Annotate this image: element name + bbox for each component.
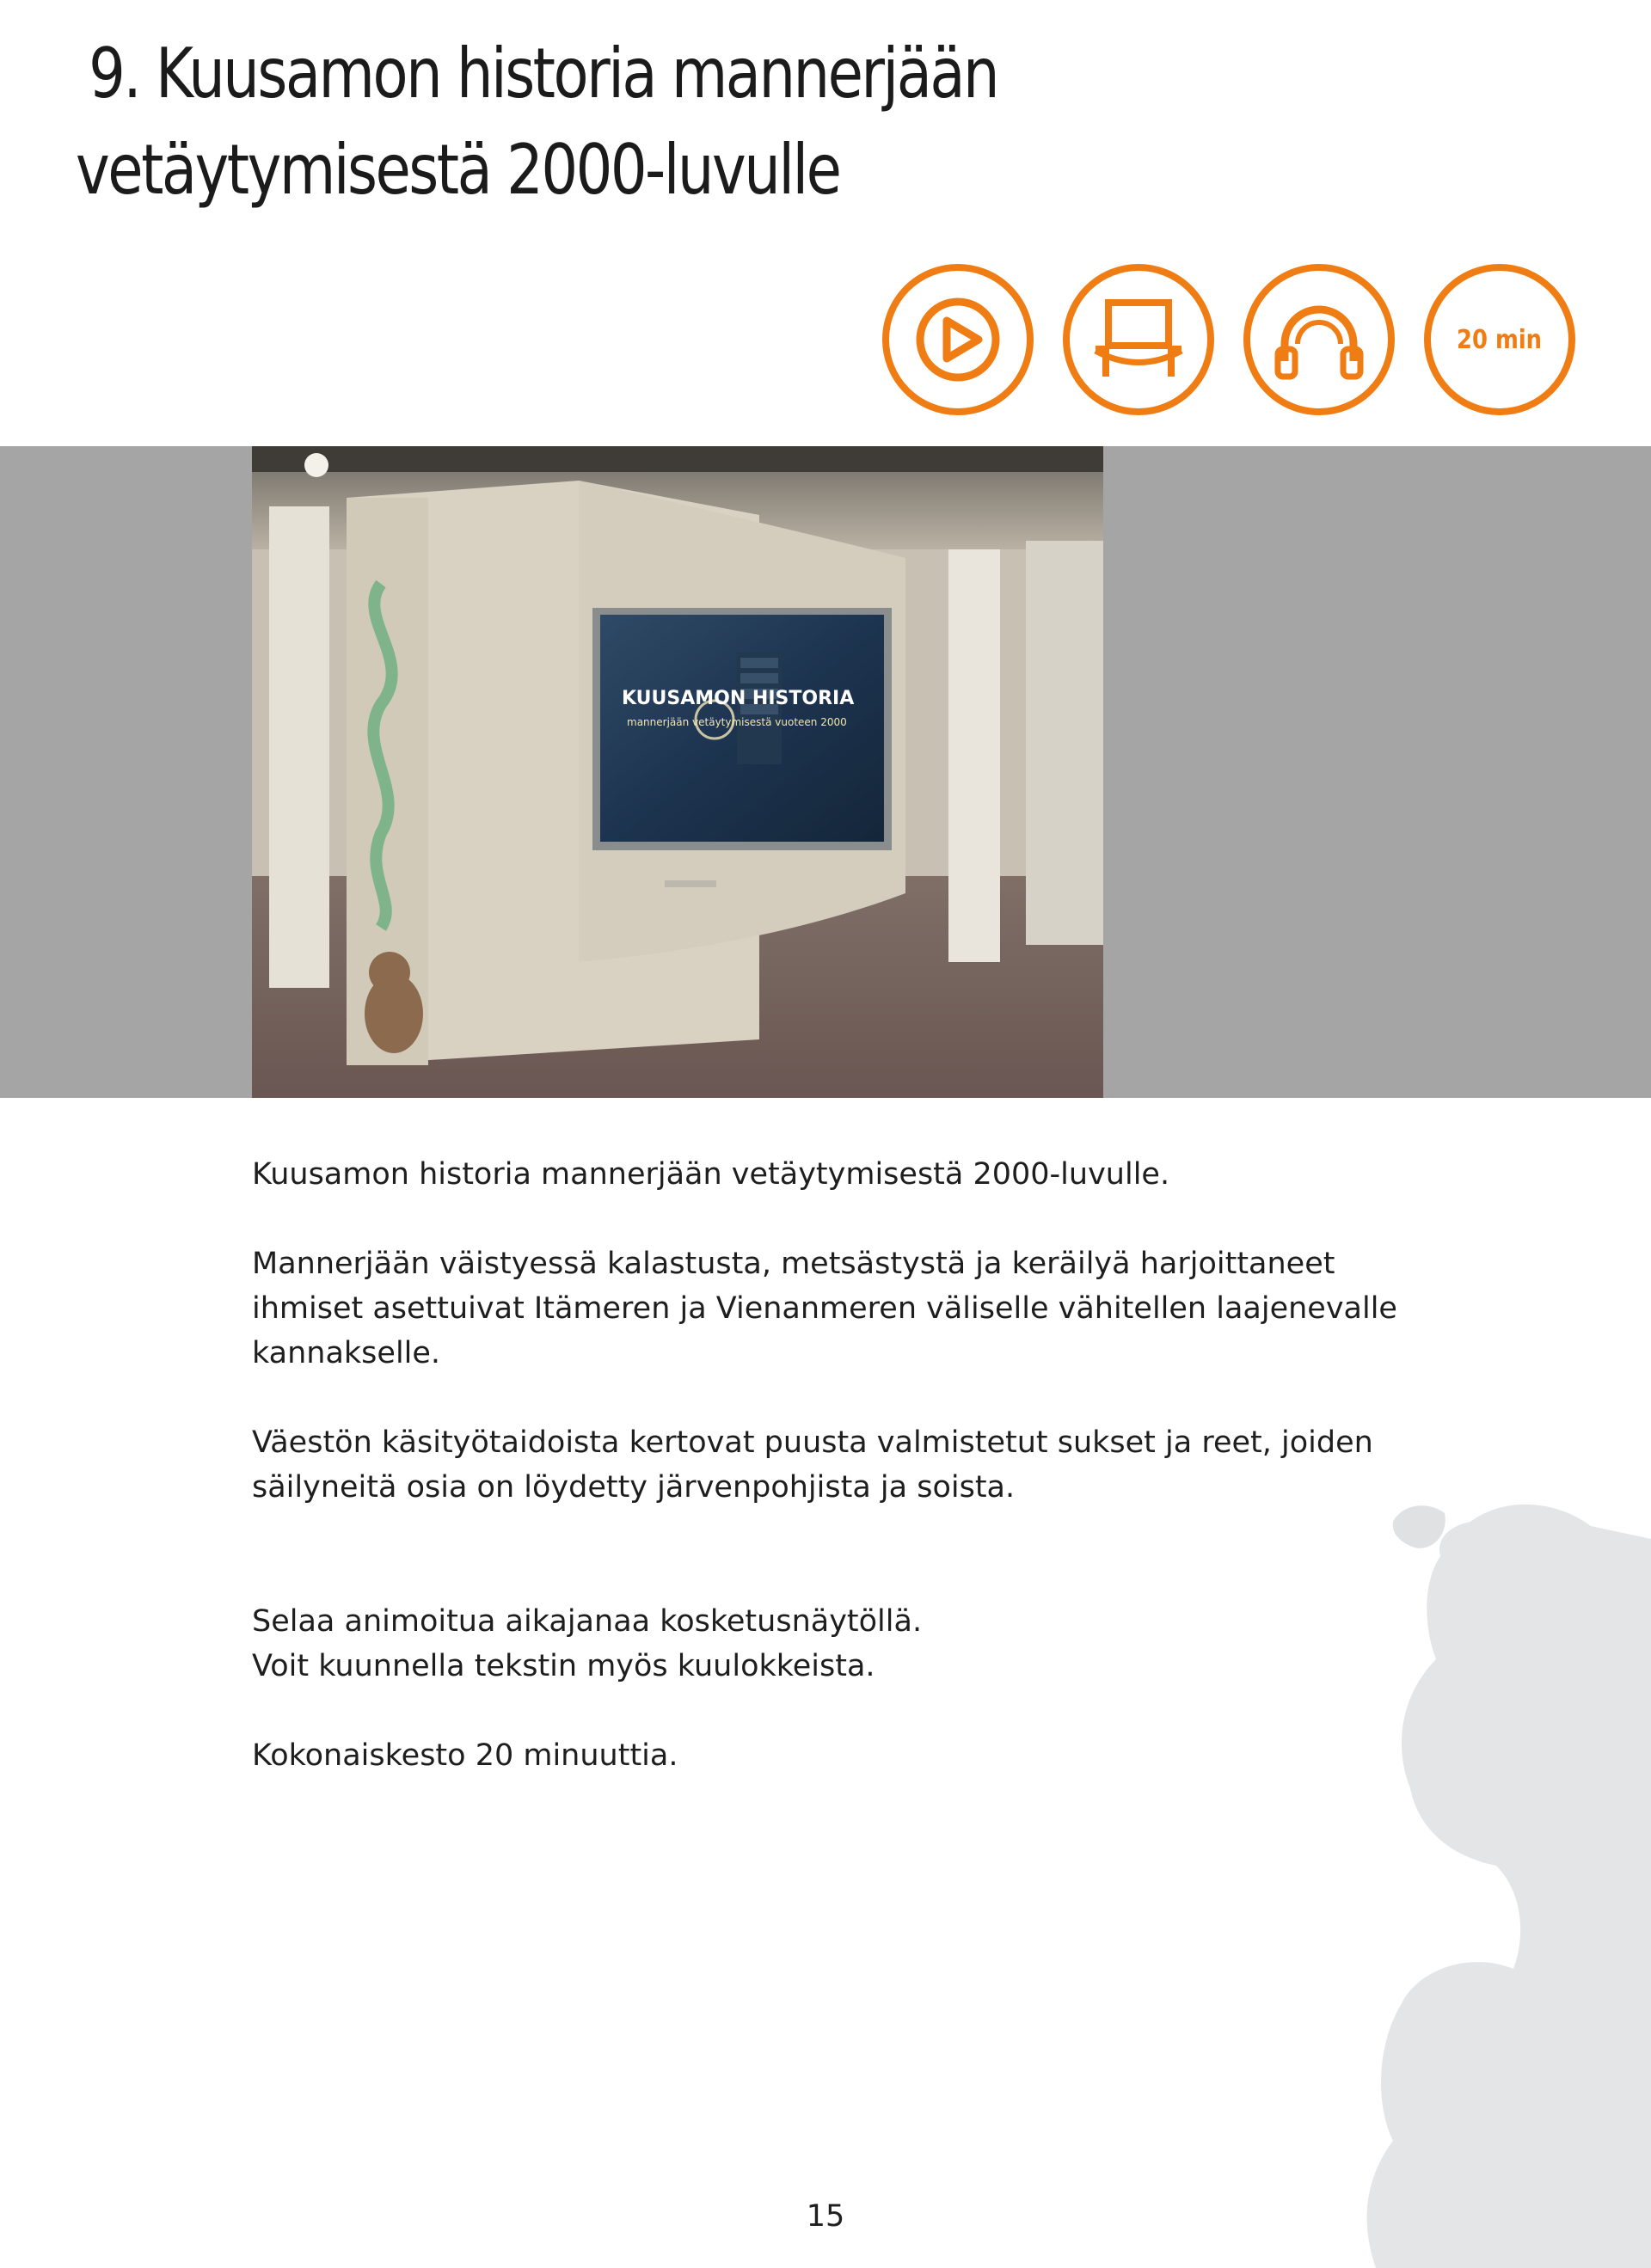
play-icon <box>882 264 1034 415</box>
exhibit-photo <box>252 446 1103 1098</box>
page-title <box>76 26 1087 218</box>
duration-badge <box>1424 264 1575 415</box>
duration-label: 20 min <box>1457 324 1543 355</box>
paragraph-3-line-1: Väestön käsityötaidoista kertovat puusta valmistetut sukset ja reet, joiden <box>252 1425 1373 1460</box>
paragraph-2-line-1: Mannerjään väistyessä kalastusta, metsästystä ja keräilyä harjoittaneet <box>252 1247 1335 1281</box>
seated-bench-icon <box>1063 264 1214 415</box>
headphones-icon <box>1243 264 1395 415</box>
intro-paragraph: Kuusamon historia mannerjään vetäytymisestä 2000-luvulle. <box>252 1157 1170 1192</box>
paragraph-3-line-2: säilyneitä osia on löydetty järvenpohjista ja soista. <box>252 1470 1016 1505</box>
body-text <box>252 1152 1439 1778</box>
bear-watermark <box>1341 1487 1651 2268</box>
paragraph-2-line-2: ihmiset asettuivat Itämeren ja Vienanmeren väliselle vähitellen laajenevalle <box>252 1291 1397 1326</box>
paragraph-2-line-3: kannakselle. <box>252 1336 441 1370</box>
page-number: 15 <box>806 2199 845 2234</box>
page-title-line-2: vetäytymisestä 2000-luvulle <box>76 130 840 210</box>
instruction-line-2: Voit kuunnella tekstin myös kuulokkeista. <box>252 1649 875 1683</box>
total-duration-line: Kokonaiskesto 20 minuuttia. <box>252 1738 678 1773</box>
page-title-line-1: 9. Kuusamon historia mannerjään <box>89 34 998 113</box>
screen-subtitle: mannerjään vetäytymisestä vuoteen 2000 <box>627 716 847 728</box>
screen-title: KUUSAMON HISTORIA <box>622 688 855 709</box>
instruction-line-1: Selaa animoitua aikajanaa kosketusnäytöllä. <box>252 1604 923 1639</box>
